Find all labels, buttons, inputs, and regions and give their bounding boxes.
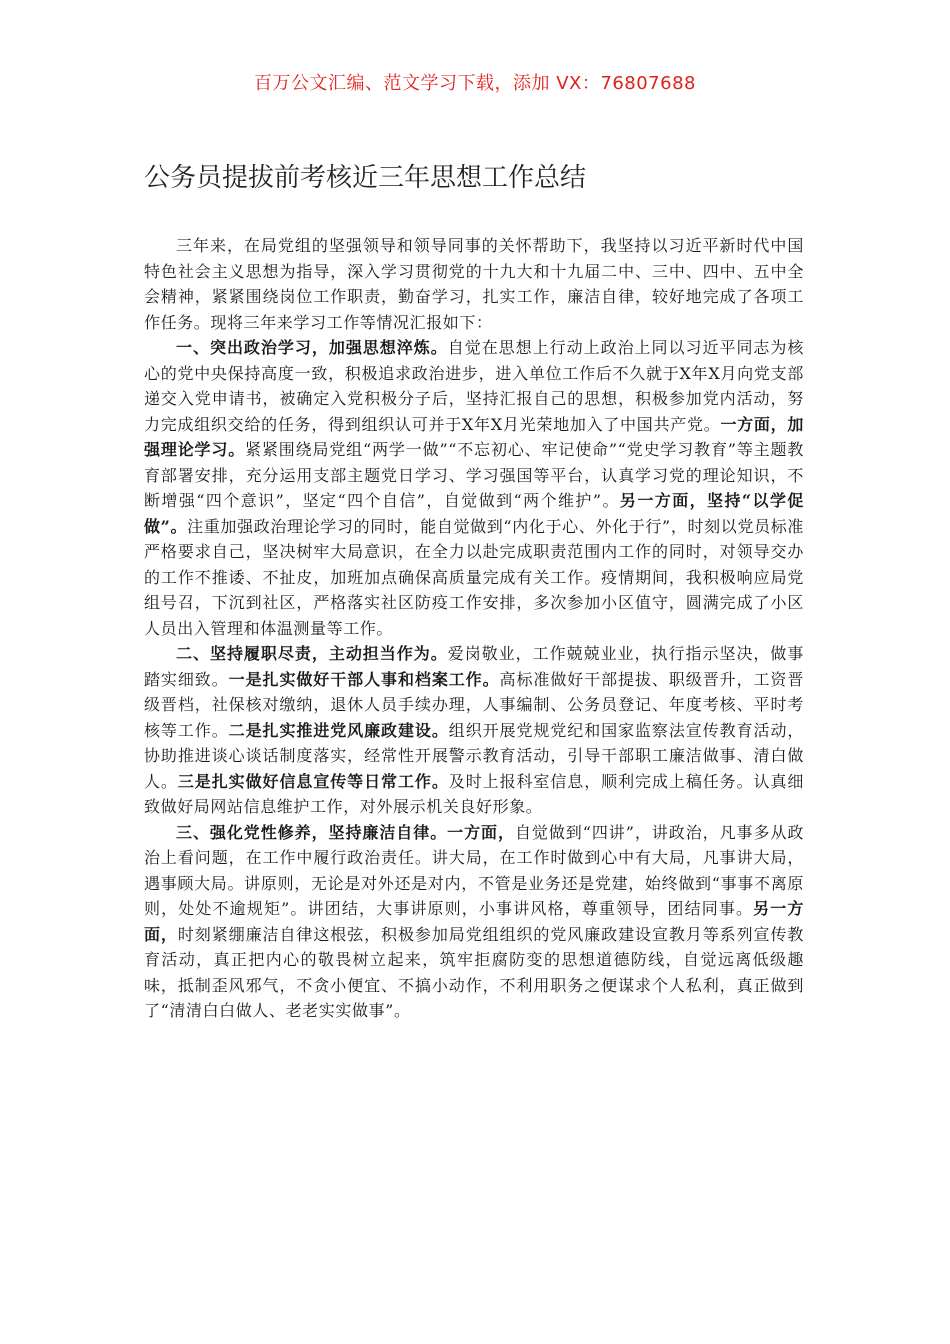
section-3-text-2: 时刻紧绷廉洁自律这根弦，积极参加局党组组织的党风廉政建设宣教月等系列宣传教育活动，真正把内心的敬畏树立起来，筑牢拒腐防变的思想道德防线，自觉远离低级趣味，抵制歪风邪气，不贪小便宜、不搞小动作，不利用职务之便谋求个人私利，真正做到了“清清白白做人、老老实实做事”。 — [144, 924, 805, 1020]
section-2-subheading-2: 二是扎实推进党风廉政建设。 — [228, 720, 449, 740]
section-1-paragraph — [144, 335, 804, 641]
header-note: 百万公文汇编、范文学习下载，添加 VX：76807688 — [254, 73, 696, 94]
section-2-text-2: 高标准做好干部提拔、职级晋升，工资晋级晋档，社保核对缴纳，退休人员手续办理，人事编制、公务员登记、年度考核、平时考核等工作。 — [144, 669, 804, 740]
section-2-subheading-1: 一是扎实做好干部人事和档案工作。 — [228, 669, 500, 689]
document-title: 公务员提拔前考核近三年思想工作总结 — [144, 163, 587, 193]
section-2-text-3: 组织开展党规党纪和国家监察法宣传教育活动，协助推进谈心谈话制度落实，经常性开展警示教育活动，引导干部职工廉洁做事、清白做人。 — [144, 720, 804, 791]
section-1-text-2: 紧紧围绕局党组“两学一做”“不忘初心、牢记使命”“党史学习教育”等主题教育部署安排，充分运用支部主题党日学习、学习强国等平台，认真学习党的理论知识，不断增强“四个意识”，坚定“四个自信”，自觉做到“两个维护”。 — [144, 440, 804, 510]
section-2-text-4: 及时上报科室信息，顺利完成上稿任务。认真细致做好局网站信息维护工作，对外展示机关良好形象。 — [144, 771, 805, 816]
section-1-text-1: 自觉在思想上行动上政治上同以习近平同志为核心的党中央保持高度一致，积极追求政治进步，进入单位工作后不久就于X年X月向党支部递交入党申请书，被确定入党积极分子后，坚持汇报自己的思想，积极参加党内活动，努力完成组织交给的任务，得到组织认可并于X年X月光荣地加入了中国共产党。 — [144, 338, 804, 434]
section-3-subheading-1: 一方面， — [447, 822, 515, 842]
section-3-subheading-2: 另一方面， — [144, 899, 804, 944]
section-2-heading: 二、坚持履职尽责，主动担当作为。 — [176, 644, 448, 663]
section-1-subheading-2: 另一方面，坚持“以学促做”。 — [144, 491, 804, 536]
section-2-subheading-3: 三是扎实做好信息宣传等日常工作。 — [177, 771, 449, 791]
section-3-text-1: 自觉做到“四讲”，讲政治，凡事多从政治上看问题，在工作中履行政治责任。讲大局，在工作时做到心中有大局，凡事讲大局，遇事顾大局。讲原则，无论是对外还是对内，不管是业务还是党建，始终做到“事事不离原则，处处不逾规矩”。讲团结，大事讲原则，小事讲风格，尊重领导，团结同事。 — [144, 822, 804, 918]
document-body — [144, 233, 804, 1024]
section-1-subheading-1: 一方面，加强理论学习。 — [144, 414, 804, 459]
intro-paragraph: 三年来，在局党组的坚强领导和领导同事的关怀帮助下，我坚持以习近平新时代中国特色社会主义思想为指导，深入学习贯彻党的十九大和十九届二中、三中、四中、五中全会精神，紧紧围绕岗位工作职责，勤奋学习，扎实工作，廉洁自律，较好地完成了各项工作任务。现将三年来学习工作等情况汇报如下： — [144, 236, 804, 332]
section-1-text-3: 注重加强政治理论学习的同时，能自觉做到“内化于心、外化于行”，时刻以党员标准严格要求自己，坚决树牢大局意识，在全力以赴完成职责范围内工作的同时，对领导交办的工作不推诿、不扯皮，加班加点确保高质量完成有关工作。疫情期间，我积极响应局党组号召，下沉到社区，严格落实社区防疫工作安排，多次参加小区值守，圆满完成了小区人员出入管理和体温测量等工作。 — [144, 516, 804, 638]
section-2-text-1: 爱岗敬业，工作兢兢业业，执行指示坚决，做事踏实细致。 — [144, 644, 804, 689]
section-3-heading: 三、强化党性修养，坚持廉洁自律。 — [176, 822, 448, 842]
section-2-paragraph — [144, 641, 804, 820]
section-3-paragraph — [144, 820, 804, 1024]
section-1-heading: 一、突出政治学习，加强思想淬炼。 — [176, 338, 448, 357]
